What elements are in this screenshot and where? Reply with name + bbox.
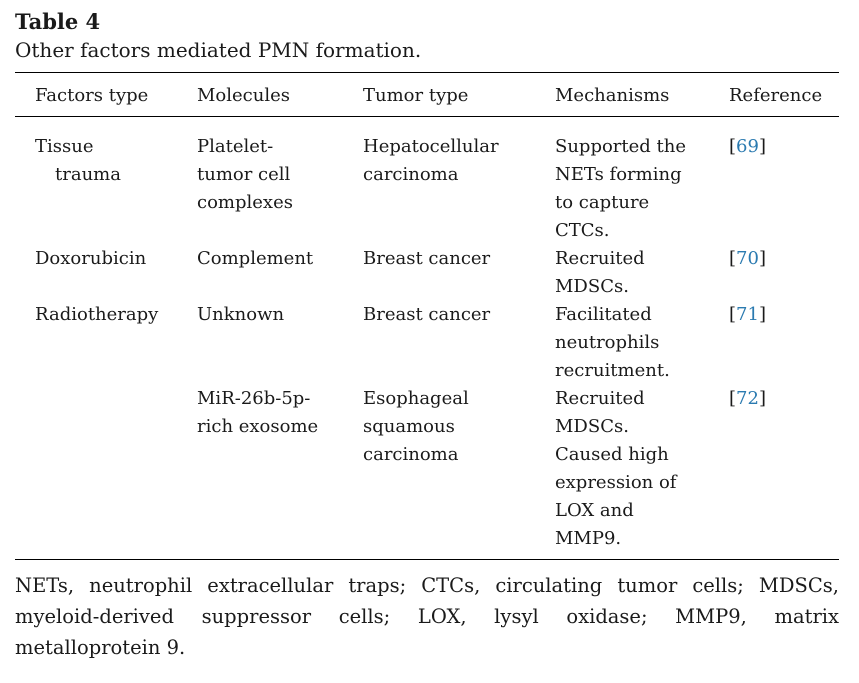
- ref-bracket-close: ]: [758, 388, 766, 409]
- ref-bracket-open: [: [729, 388, 737, 409]
- cell-factors-type-line2: trauma: [55, 164, 121, 185]
- cell-factors-type: [15, 385, 197, 559]
- cell-mechanisms: Recruited MDSCs. Caused high expression of LOX and MMP9.: [555, 388, 677, 549]
- cell-tumor-type: Breast cancer: [363, 248, 491, 269]
- cell-factors-type: Radiotherapy: [35, 304, 159, 325]
- header-mechanisms: Mechanisms: [555, 85, 670, 106]
- header-reference: Reference: [729, 85, 823, 106]
- header-molecules: Molecules: [197, 85, 290, 106]
- cell-reference: [729, 117, 839, 245]
- table-row: [15, 117, 839, 245]
- ref-bracket-open: [: [729, 136, 737, 157]
- reference-link[interactable]: 71: [736, 304, 759, 325]
- reference-link[interactable]: 72: [736, 388, 759, 409]
- table-caption: Other factors mediated PMN formation.: [15, 38, 422, 62]
- table-row: [15, 301, 839, 385]
- cell-factors-type: Doxorubicin: [35, 248, 147, 269]
- ref-bracket-open: [: [729, 248, 737, 269]
- cell-mechanisms: Supported the NETs forming to capture CTCs.: [555, 136, 687, 241]
- table-bottom-rule: [15, 559, 839, 560]
- table-row: [15, 385, 839, 559]
- cell-molecules: Complement: [197, 248, 314, 269]
- reference-link[interactable]: 70: [736, 248, 759, 269]
- cell-reference: [729, 385, 839, 559]
- table-header-row: [15, 73, 839, 116]
- ref-bracket-close: ]: [758, 136, 766, 157]
- reference-link[interactable]: 69: [736, 136, 759, 157]
- cell-mechanisms: Facilitated neutrophils recruitment.: [555, 304, 670, 381]
- header-factors-type: Factors type: [35, 85, 149, 106]
- cell-tumor-type: Hepatocellular carcinoma: [363, 136, 499, 185]
- ref-bracket-open: [: [729, 304, 737, 325]
- cell-molecules: MiR-26b-5p- rich exosome: [197, 388, 319, 437]
- cell-reference: [729, 301, 839, 385]
- cell-tumor-type: Breast cancer: [363, 304, 491, 325]
- table-figure: [15, 8, 839, 683]
- table-label: Table 4: [15, 9, 101, 34]
- cell-reference: [729, 245, 839, 301]
- cell-molecules: Platelet- tumor cell complexes: [197, 136, 293, 213]
- table-row: [15, 245, 839, 301]
- ref-bracket-close: ]: [758, 304, 766, 325]
- data-table: [15, 73, 839, 116]
- header-tumor-type: Tumor type: [363, 85, 469, 106]
- table-footnote: NETs, neutrophil extracellular traps; CTCs, circulating tumor cells; MDSCs, myeloid-derived suppressor cells; LOX, lysyl oxidase; MMP9, matrix metalloprotein 9.: [15, 574, 839, 659]
- ref-bracket-close: ]: [758, 248, 766, 269]
- cell-molecules: Unknown: [197, 304, 285, 325]
- cell-factors-type-line1: Tissue: [35, 136, 94, 157]
- cell-factors-type: [15, 117, 197, 245]
- data-table-body: [15, 117, 839, 559]
- cell-tumor-type: Esophageal squamous carcinoma: [363, 388, 469, 465]
- cell-mechanisms: Recruited MDSCs.: [555, 248, 645, 297]
